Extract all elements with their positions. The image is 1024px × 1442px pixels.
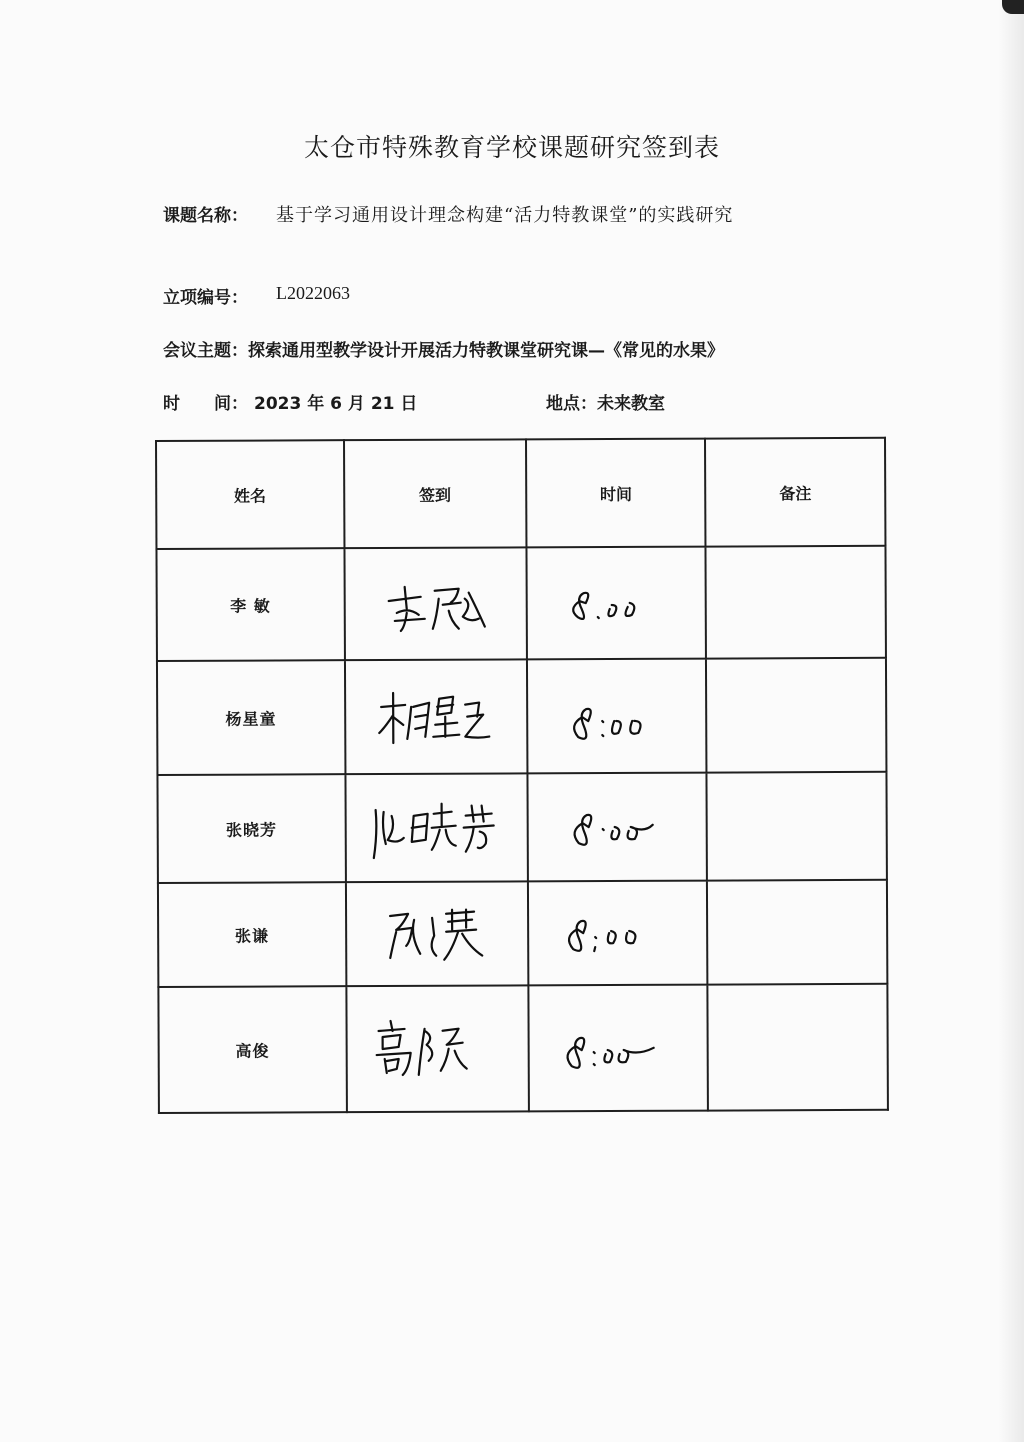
meeting-theme-label: 会议主题： xyxy=(163,341,248,361)
header-signature: 签到 xyxy=(344,439,527,548)
project-number-value: L2022063 xyxy=(276,283,350,303)
handwritten-signature xyxy=(362,895,512,972)
time-cell xyxy=(528,773,708,882)
handwritten-time xyxy=(553,903,683,964)
document-title: 太仓市特殊教育学校课题研究签到表 xyxy=(303,133,720,162)
place-line xyxy=(546,389,665,414)
handwritten-time xyxy=(551,573,681,634)
time-cell xyxy=(528,881,708,986)
paper-edge-shadow xyxy=(998,0,1024,1442)
header-note: 备注 xyxy=(705,438,885,547)
handwritten-signature xyxy=(362,1008,512,1089)
table-row xyxy=(157,772,886,883)
handwritten-time xyxy=(553,1018,683,1079)
project-number-line xyxy=(163,283,350,308)
table-row xyxy=(156,546,885,661)
topic-value: 基于学习通用设计理念构建“活力特教课堂”的实践研究 xyxy=(276,205,734,226)
meeting-theme-value: 探索通用型教学设计开展活力特教课堂研究课—《常见的水果》 xyxy=(248,341,724,361)
handwritten-signature xyxy=(360,568,510,639)
name-cell: 杨星童 xyxy=(157,660,345,775)
note-cell xyxy=(706,658,886,773)
signature-cell xyxy=(345,881,528,986)
table-row xyxy=(158,880,887,987)
handwritten-signature xyxy=(361,787,511,868)
note-cell xyxy=(707,772,887,881)
time-cell xyxy=(527,547,707,660)
time-cell xyxy=(528,985,708,1112)
meeting-theme-line xyxy=(163,336,724,361)
signature-cell xyxy=(344,547,527,660)
name-cell: 高俊 xyxy=(158,986,346,1113)
datetime-line xyxy=(163,389,417,414)
name-cell: 李 敏 xyxy=(156,548,344,661)
name-cell: 张晓芳 xyxy=(157,774,345,883)
table-header-row xyxy=(156,438,885,549)
signature-cell xyxy=(345,773,528,882)
header-time: 时间 xyxy=(526,439,706,548)
datetime-label: 时 间： xyxy=(163,394,248,414)
handwritten-signature xyxy=(361,676,511,757)
place-label: 地点： xyxy=(546,394,597,414)
header-name: 姓名 xyxy=(156,440,344,549)
table-row xyxy=(157,658,886,775)
signature-cell xyxy=(346,985,529,1112)
topic-line xyxy=(163,201,734,226)
handwritten-time xyxy=(552,681,682,752)
handwritten-time xyxy=(552,797,682,858)
name-cell: 张谦 xyxy=(158,882,346,987)
time-cell xyxy=(527,659,707,774)
signature-cell xyxy=(344,659,527,774)
sign-in-table xyxy=(155,437,889,1114)
datetime-value: 2023 年 6 月 21 日 xyxy=(254,394,418,414)
note-cell xyxy=(706,546,886,659)
paper-corner-mark xyxy=(1002,0,1024,14)
place-value: 未来教室 xyxy=(597,394,665,414)
topic-label: 课题名称： xyxy=(163,206,248,226)
note-cell xyxy=(708,984,888,1111)
project-number-label: 立项编号： xyxy=(163,288,248,308)
table-row xyxy=(158,984,888,1113)
note-cell xyxy=(707,880,887,985)
